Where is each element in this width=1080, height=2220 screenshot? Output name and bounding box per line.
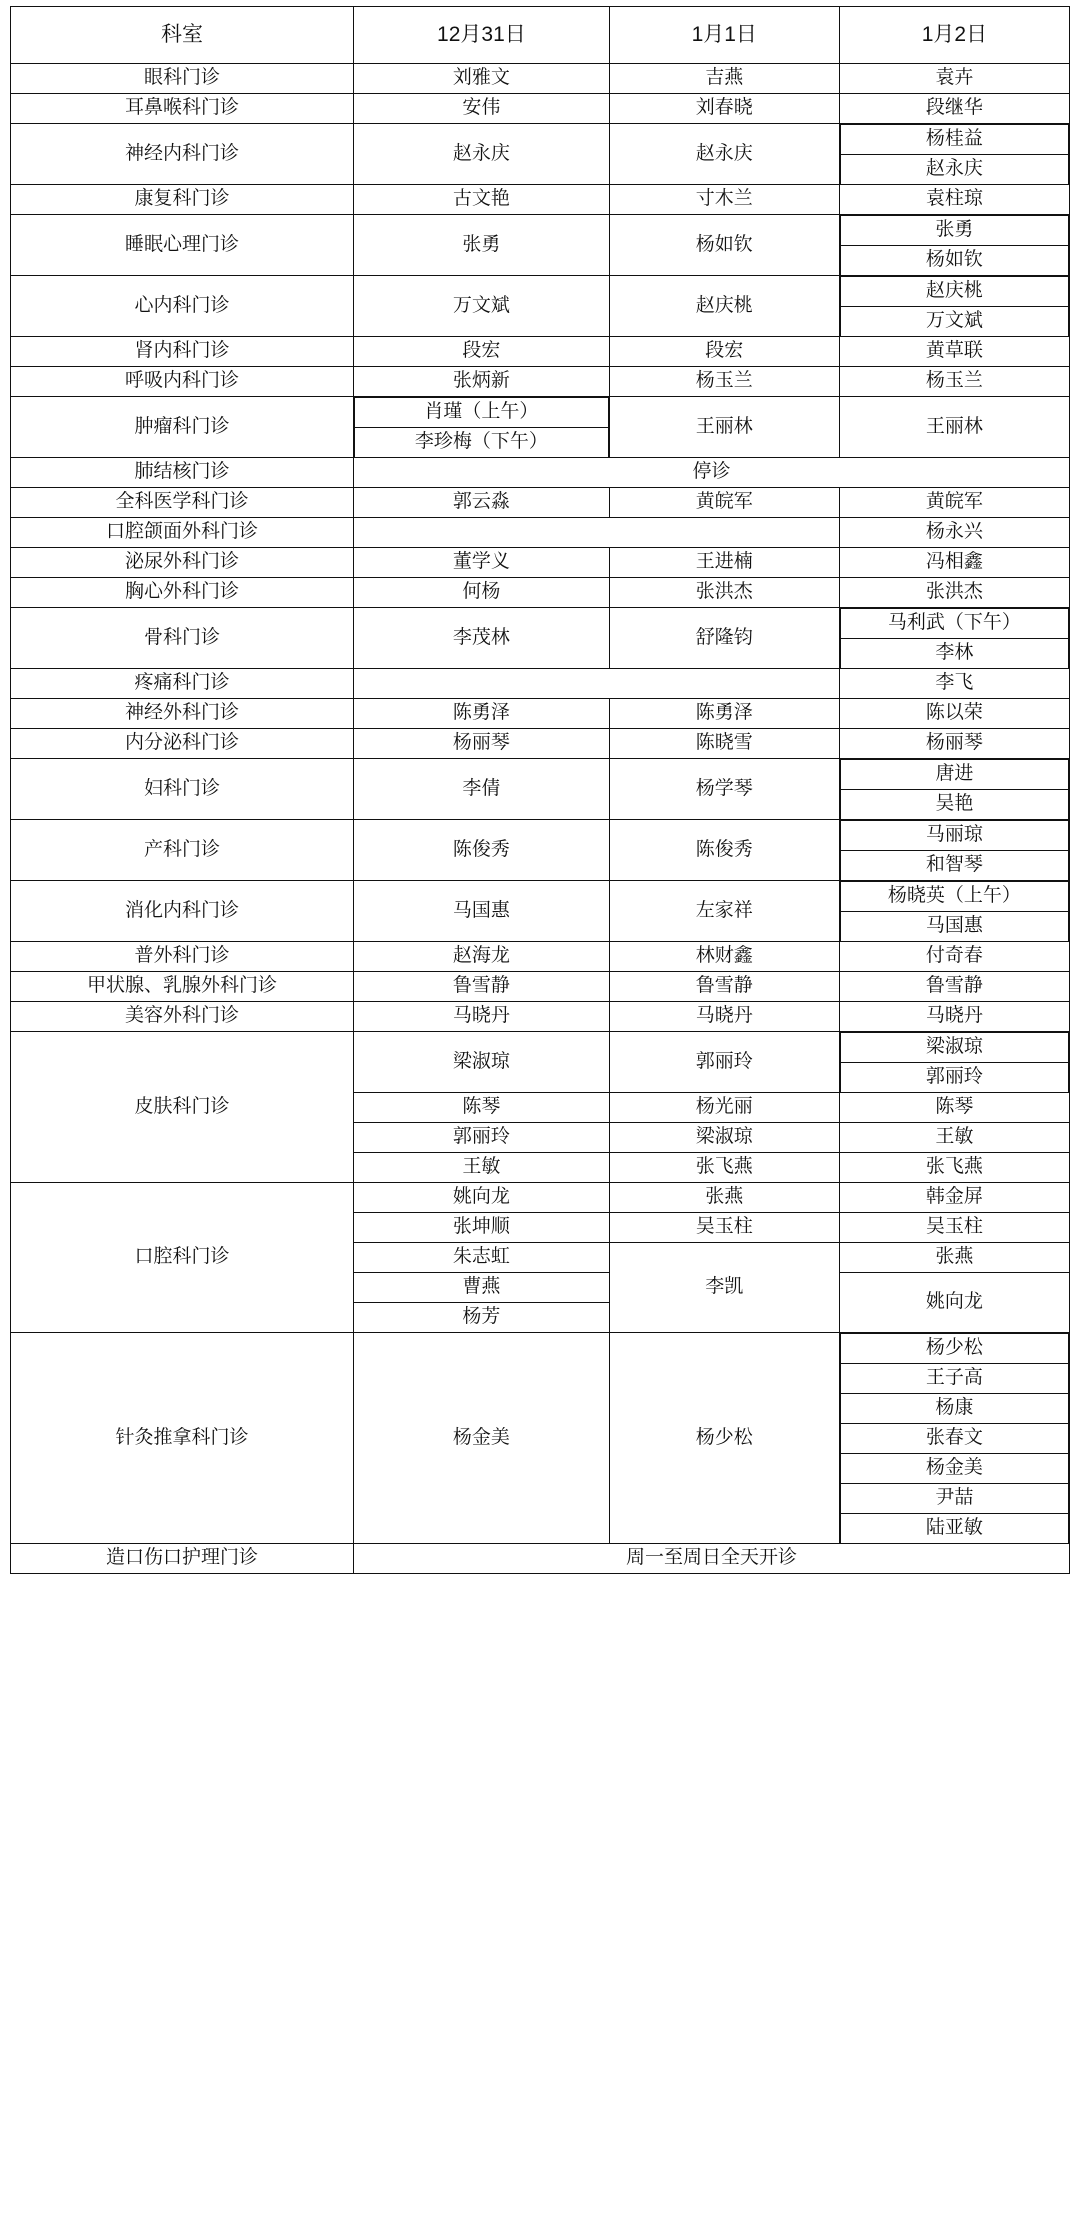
cell-day3: 付奇春 <box>839 942 1069 972</box>
dept-name: 妇科门诊 <box>11 759 354 820</box>
outpatient-schedule-table <box>10 6 1070 1574</box>
cell-day1: 李倩 <box>354 759 610 820</box>
dept-name: 心内科门诊 <box>11 276 354 337</box>
dept-name: 耳鼻喉科门诊 <box>11 94 354 124</box>
cell-day2: 张飞燕 <box>609 1153 839 1183</box>
cell-day1: 杨金美 <box>354 1333 610 1544</box>
cell-day2: 王丽林 <box>609 397 839 458</box>
table-row <box>11 367 1070 397</box>
cell-day3 <box>839 881 1069 942</box>
cell-day3 <box>839 820 1069 881</box>
cell-day3: 韩金屏 <box>839 1183 1069 1213</box>
cell-day1: 赵永庆 <box>354 124 610 185</box>
table-row <box>11 518 1070 548</box>
sub-cell: 梁淑琼 <box>840 1033 1068 1063</box>
dept-name: 肿瘤科门诊 <box>11 397 354 458</box>
cell-day1: 郭云淼 <box>354 488 610 518</box>
sub-cell: 马丽琼 <box>840 821 1068 851</box>
cell-day1: 鲁雪静 <box>354 972 610 1002</box>
cell-day2: 杨玉兰 <box>609 367 839 397</box>
sub-cell: 杨金美 <box>840 1454 1068 1484</box>
cell-day3: 杨永兴 <box>839 518 1069 548</box>
sub-cell: 尹喆 <box>840 1484 1068 1514</box>
sub-cell: 万文斌 <box>840 307 1068 337</box>
cell-day2: 李凯 <box>609 1243 839 1333</box>
cell-day1: 郭丽玲 <box>354 1123 610 1153</box>
cell-day3 <box>839 276 1069 337</box>
sub-cell: 杨晓英（上午） <box>840 882 1068 912</box>
cell-day2: 林财鑫 <box>609 942 839 972</box>
table-row <box>11 699 1070 729</box>
cell-day2: 黄皖军 <box>609 488 839 518</box>
cell-empty <box>354 669 840 699</box>
cell-day2: 张燕 <box>609 1183 839 1213</box>
cell-day2: 鲁雪静 <box>609 972 839 1002</box>
dept-name: 甲状腺、乳腺外科门诊 <box>11 972 354 1002</box>
cell-day3: 黄草联 <box>839 337 1069 367</box>
sub-cell: 李珍梅（下午） <box>355 428 609 458</box>
cell-day2: 刘春晓 <box>609 94 839 124</box>
cell-day1: 何杨 <box>354 578 610 608</box>
dept-name: 疼痛科门诊 <box>11 669 354 699</box>
cell-day1: 杨芳 <box>354 1303 610 1333</box>
header-department: 科室 <box>11 7 354 64</box>
dept-name: 康复科门诊 <box>11 185 354 215</box>
sub-cell: 张勇 <box>840 216 1068 246</box>
sub-cell: 陆亚敏 <box>840 1514 1068 1544</box>
cell-day3 <box>839 608 1069 669</box>
cell-day1: 赵海龙 <box>354 942 610 972</box>
header-date-1: 12月31日 <box>354 7 610 64</box>
table-row <box>11 1032 1070 1093</box>
cell-day1: 张炳新 <box>354 367 610 397</box>
cell-day1: 刘雅文 <box>354 64 610 94</box>
cell-day2: 段宏 <box>609 337 839 367</box>
table-row <box>11 608 1070 669</box>
table-row <box>11 215 1070 276</box>
dept-name: 肺结核门诊 <box>11 458 354 488</box>
cell-day1: 安伟 <box>354 94 610 124</box>
table-row <box>11 337 1070 367</box>
cell-day2: 梁淑琼 <box>609 1123 839 1153</box>
table-row <box>11 64 1070 94</box>
cell-day1 <box>354 397 610 458</box>
sub-cell: 张春文 <box>840 1424 1068 1454</box>
table-row <box>11 1544 1070 1574</box>
cell-day1: 古文艳 <box>354 185 610 215</box>
sub-cell: 杨桂益 <box>840 125 1068 155</box>
cell-empty <box>354 518 840 548</box>
cell-day3 <box>839 124 1069 185</box>
table-row <box>11 578 1070 608</box>
cell-day3: 陈琴 <box>839 1093 1069 1123</box>
table-row <box>11 820 1070 881</box>
table-row <box>11 397 1070 458</box>
dept-name: 泌尿外科门诊 <box>11 548 354 578</box>
cell-day2: 杨少松 <box>609 1333 839 1544</box>
cell-day3: 姚向龙 <box>839 1273 1069 1333</box>
dept-name: 皮肤科门诊 <box>11 1032 354 1183</box>
cell-day2: 左家祥 <box>609 881 839 942</box>
cell-day1: 董学义 <box>354 548 610 578</box>
cell-day3: 张飞燕 <box>839 1153 1069 1183</box>
cell-day3: 冯相鑫 <box>839 548 1069 578</box>
sub-cell: 唐进 <box>840 760 1068 790</box>
sub-cell: 杨少松 <box>840 1334 1068 1364</box>
table-row <box>11 1002 1070 1032</box>
cell-day3: 段继华 <box>839 94 1069 124</box>
header-date-3: 1月2日 <box>839 7 1069 64</box>
cell-day3: 张燕 <box>839 1243 1069 1273</box>
cell-day1: 梁淑琼 <box>354 1032 610 1093</box>
cell-merged-note: 停诊 <box>354 458 1070 488</box>
cell-day2: 马晓丹 <box>609 1002 839 1032</box>
cell-day2: 寸木兰 <box>609 185 839 215</box>
cell-day2: 吉燕 <box>609 64 839 94</box>
sub-cell: 王子高 <box>840 1364 1068 1394</box>
sub-cell: 杨康 <box>840 1394 1068 1424</box>
cell-day2: 杨光丽 <box>609 1093 839 1123</box>
cell-day2: 王进楠 <box>609 548 839 578</box>
sub-cell: 马国惠 <box>840 912 1068 942</box>
cell-day1: 马晓丹 <box>354 1002 610 1032</box>
cell-day1: 段宏 <box>354 337 610 367</box>
cell-day1: 陈勇泽 <box>354 699 610 729</box>
cell-day1: 马国惠 <box>354 881 610 942</box>
cell-day3: 吴玉柱 <box>839 1213 1069 1243</box>
cell-day1: 张坤顺 <box>354 1213 610 1243</box>
cell-day3: 鲁雪静 <box>839 972 1069 1002</box>
table-row <box>11 669 1070 699</box>
cell-day3: 王敏 <box>839 1123 1069 1153</box>
table-row <box>11 185 1070 215</box>
table-row <box>11 881 1070 942</box>
dept-name: 造口伤口护理门诊 <box>11 1544 354 1574</box>
cell-day1: 杨丽琴 <box>354 729 610 759</box>
cell-day1: 陈琴 <box>354 1093 610 1123</box>
cell-day1: 张勇 <box>354 215 610 276</box>
cell-day2: 杨如钦 <box>609 215 839 276</box>
cell-day3: 李飞 <box>839 669 1069 699</box>
table-row <box>11 942 1070 972</box>
cell-day2: 吴玉柱 <box>609 1213 839 1243</box>
cell-day1: 姚向龙 <box>354 1183 610 1213</box>
cell-day2: 郭丽玲 <box>609 1032 839 1093</box>
cell-day3 <box>839 759 1069 820</box>
dept-name: 骨科门诊 <box>11 608 354 669</box>
dept-name: 全科医学科门诊 <box>11 488 354 518</box>
table-row <box>11 124 1070 185</box>
cell-day3 <box>839 1333 1069 1544</box>
dept-name: 美容外科门诊 <box>11 1002 354 1032</box>
cell-day2: 张洪杰 <box>609 578 839 608</box>
cell-day2: 舒隆钧 <box>609 608 839 669</box>
sub-cell: 马利武（下午） <box>840 609 1068 639</box>
table-row <box>11 729 1070 759</box>
cell-day2: 陈勇泽 <box>609 699 839 729</box>
table-row <box>11 548 1070 578</box>
sub-cell: 赵永庆 <box>840 155 1068 185</box>
table-row <box>11 1333 1070 1544</box>
cell-day3: 黄皖军 <box>839 488 1069 518</box>
cell-day3: 王丽林 <box>839 397 1069 458</box>
table-row <box>11 972 1070 1002</box>
dept-name: 口腔科门诊 <box>11 1183 354 1333</box>
table-header-row <box>11 7 1070 64</box>
cell-merged-note: 周一至周日全天开诊 <box>354 1544 1070 1574</box>
cell-day3: 张洪杰 <box>839 578 1069 608</box>
cell-day3: 杨丽琴 <box>839 729 1069 759</box>
dept-name: 睡眠心理门诊 <box>11 215 354 276</box>
table-row <box>11 458 1070 488</box>
table-row <box>11 276 1070 337</box>
table-row <box>11 759 1070 820</box>
dept-name: 针灸推拿科门诊 <box>11 1333 354 1544</box>
dept-name: 产科门诊 <box>11 820 354 881</box>
cell-day2: 杨学琴 <box>609 759 839 820</box>
sub-cell: 李林 <box>840 639 1068 669</box>
sub-cell: 赵庆桃 <box>840 277 1068 307</box>
cell-day1: 万文斌 <box>354 276 610 337</box>
table-row <box>11 488 1070 518</box>
dept-name: 消化内科门诊 <box>11 881 354 942</box>
cell-day3: 陈以荣 <box>839 699 1069 729</box>
cell-day1: 王敏 <box>354 1153 610 1183</box>
dept-name: 内分泌科门诊 <box>11 729 354 759</box>
table-row <box>11 1183 1070 1213</box>
dept-name: 呼吸内科门诊 <box>11 367 354 397</box>
sub-cell: 肖瑾（上午） <box>355 398 609 428</box>
cell-day1: 朱志虹 <box>354 1243 610 1273</box>
dept-name: 普外科门诊 <box>11 942 354 972</box>
table-row <box>11 94 1070 124</box>
dept-name: 眼科门诊 <box>11 64 354 94</box>
dept-name: 神经外科门诊 <box>11 699 354 729</box>
cell-day1: 曹燕 <box>354 1273 610 1303</box>
cell-day2: 赵永庆 <box>609 124 839 185</box>
dept-name: 口腔颌面外科门诊 <box>11 518 354 548</box>
dept-name: 肾内科门诊 <box>11 337 354 367</box>
sub-cell: 吴艳 <box>840 790 1068 820</box>
dept-name: 神经内科门诊 <box>11 124 354 185</box>
cell-day2: 赵庆桃 <box>609 276 839 337</box>
cell-day3: 杨玉兰 <box>839 367 1069 397</box>
dept-name: 胸心外科门诊 <box>11 578 354 608</box>
cell-day1: 陈俊秀 <box>354 820 610 881</box>
cell-day3 <box>839 215 1069 276</box>
cell-day1: 李茂林 <box>354 608 610 669</box>
cell-day3: 马晓丹 <box>839 1002 1069 1032</box>
cell-day2: 陈俊秀 <box>609 820 839 881</box>
cell-day3: 袁卉 <box>839 64 1069 94</box>
cell-day2: 陈晓雪 <box>609 729 839 759</box>
sub-cell: 和智琴 <box>840 851 1068 881</box>
cell-day3 <box>839 1032 1069 1093</box>
cell-day3: 袁柱琼 <box>839 185 1069 215</box>
sub-cell: 杨如钦 <box>840 246 1068 276</box>
sub-cell: 郭丽玲 <box>840 1063 1068 1093</box>
header-date-2: 1月1日 <box>609 7 839 64</box>
